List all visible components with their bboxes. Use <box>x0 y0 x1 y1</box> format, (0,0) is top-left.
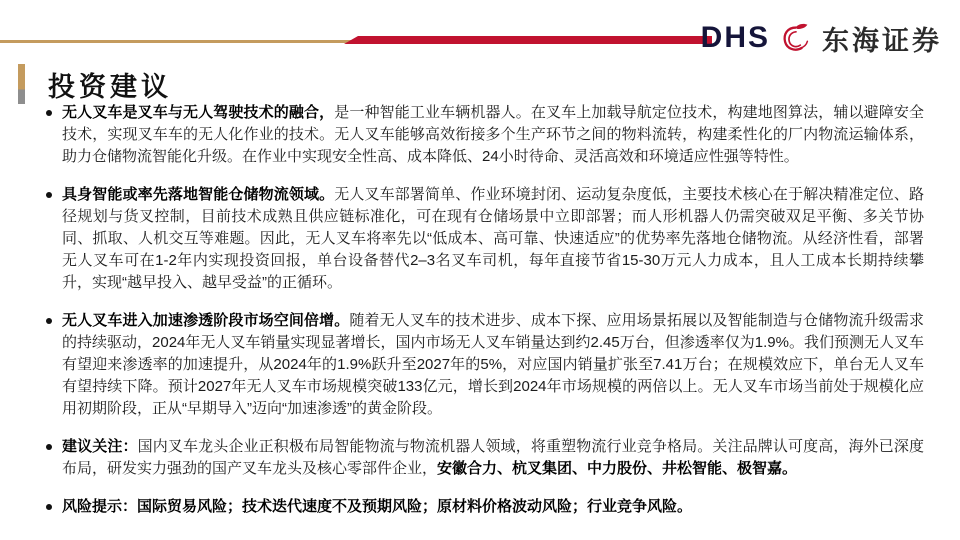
bullet-list <box>44 102 924 534</box>
bullet-text-segment: 随着无人叉车的技术进步、成本下探、应用场景拓展以及智能制造与仓储物流升级需求的持续驱动，2024年无人叉车销量实现显著增长，国内市场无人叉车销量达到约2.45万台，但渗透率仅为1.9%。我们预测无人叉车有望迎来渗透率的加速提升，从2024年的1.9%跃升至2027年的5%，对应国内销量扩张至7.41万台；在规模效应下，单台无人叉车有望持续下降。预计2027年无人叉车市场规模突破133亿元，增长到2024年市场规模的两倍以上。无人叉车市场当前处于规模化应用初期阶段，正从“早期导入”迈向“加速渗透”的黄金阶段。 <box>62 312 924 417</box>
title-accent-bar <box>18 64 25 104</box>
bullet-text-segment: 国内叉车龙头企业正积极布局智能物流与物流机器人领域，将重塑物流行业竞争格局。关注品牌认可度高，海外已深度布局，研发实力强劲的国产叉车龙头及核心零部件企业， <box>62 438 924 477</box>
bullet-text-segment: 风险提示：国际贸易风险；技术迭代速度不及预期风险；原材料价格波动风险；行业竞争风险。 <box>62 498 693 515</box>
top-rule-gold <box>0 40 352 43</box>
bullet-item <box>44 436 924 480</box>
top-rule-red <box>344 36 712 44</box>
bullet-text-segment: 无人叉车是叉车与无人驾驶技术的融合， <box>62 104 335 121</box>
bullet-text-segment: 安徽合力、杭叉集团、中力股份、井松智能、极智嘉。 <box>437 460 798 477</box>
page-title: 投资建议 <box>48 71 172 102</box>
bullet-item <box>44 184 924 294</box>
title-row <box>18 64 172 104</box>
phoenix-bird-icon <box>777 19 815 57</box>
bullet-item <box>44 496 924 518</box>
bullet-text-segment: 具身智能或率先落地智能仓储物流领域。 <box>62 186 335 203</box>
bullet-item <box>44 102 924 168</box>
logo-company-name: 东海证券 <box>822 25 942 56</box>
bullet-text-segment: 无人叉车部署简单、作业环境封闭、运动复杂度低，主要技术核心在于解决精准定位、路径规划与货叉控制，目前技术成熟且供应链标准化，可在现有仓储场景中立即部署；而人形机器人仍需突破双足平衡、多关节协同、抓取、人机交互等难题。因此，无人叉车将率先以“低成本、高可靠、快速适应”的优势率先落地仓储物流。从经济性看，部署无人叉车可在1-2年内实现投资回报，单台设备替代2–3名叉车司机，每年直接节省15-30万元人力成本，且人工成本长期持续攀升，实现“越早投入、越早受益”的正循环。 <box>62 186 924 291</box>
bullet-text-segment: 无人叉车进入加速渗透阶段市场空间倍增。 <box>62 312 350 329</box>
bullet-text-segment: 是一种智能工业车辆机器人。在叉车上加载导航定位技术，构建地图算法，辅以避障安全技术，实现叉车车的无人化作业的技术。无人叉车能够高效衔接多个生产环节之间的物料流转，构建柔性化的厂内物流运输体系，助力仓储物流智能化升级。在作业中实现安全性高、成本降低、24小时待命、灵活高效和环境适应性强等特性。 <box>62 104 924 165</box>
bullet-item <box>44 310 924 420</box>
company-logo <box>701 16 942 60</box>
logo-dhs-text: DHS <box>700 21 770 54</box>
bullet-text-segment: 建议关注： <box>62 438 138 455</box>
